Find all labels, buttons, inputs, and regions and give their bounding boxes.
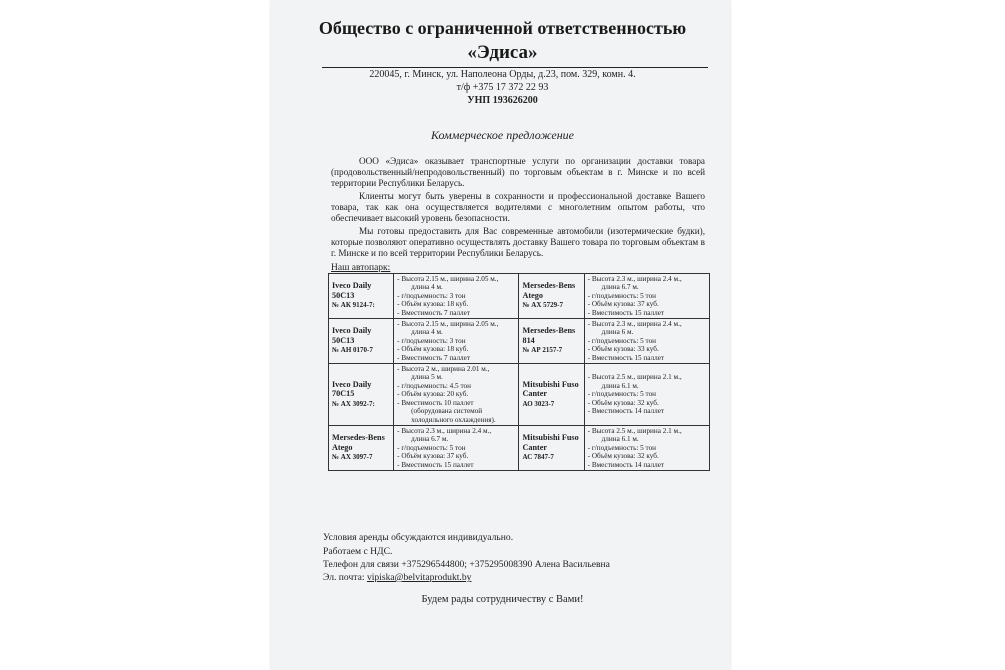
vehicle-spec-line: - г/подъемность: 5 тон (587, 443, 657, 452)
vehicle-plate: № АН 0170-7 (332, 346, 373, 355)
vehicle-name-cell (329, 364, 394, 426)
vehicle-spec-line: (оборудована системой (411, 407, 483, 416)
vehicle-specs-cell (394, 364, 519, 426)
fleet-row (329, 364, 710, 426)
company-phone: т/ф +375 17 372 22 93 (456, 82, 549, 93)
vehicle-spec-line: - Вместимость 10 паллет (397, 398, 474, 407)
vehicle-spec-line: - Объём кузова: 18 куб. (397, 300, 469, 309)
email-link[interactable]: vipiska@belvitaprodukt.by (366, 572, 472, 583)
vat-note: Работаем с НДС. (323, 546, 393, 557)
vehicle-spec-line: длина 6.7 м. (411, 435, 449, 444)
vehicle-spec-line: длина 6.7 м. (601, 283, 639, 292)
vehicle-spec-line: - Объём кузова: 37 куб. (397, 452, 469, 461)
vehicle-spec-line: длина 6 м. (601, 328, 634, 337)
vehicle-spec-line: - Объём кузова: 37 куб. (587, 300, 659, 309)
vehicle-spec-line: - Вместимость 7 паллет (397, 353, 470, 362)
vehicle-spec-line: длина 5 м. (411, 373, 443, 382)
closing-line: Будем рады сотрудничеству с Вами! (421, 594, 584, 605)
contact-phone: Телефон для связи +375296544800; +375295008390 Алена Васильевна (323, 559, 610, 570)
vehicle-name-cell (329, 274, 394, 319)
offer-title: Коммерческое предложение (430, 128, 575, 142)
vehicle-spec-line: - Вместимость 14 паллет (587, 407, 665, 416)
vehicle-spec-line: - г/подъемность: 5 тон (587, 291, 657, 300)
vehicle-name-cell (519, 274, 584, 319)
vehicle-spec-line: длина 6.1 м. (601, 381, 639, 390)
vehicle-specs-cell (394, 319, 519, 364)
fleet-row (329, 319, 710, 364)
vehicle-spec-line: - Вместимость 14 паллет (587, 460, 665, 469)
vehicle-specs-cell (394, 425, 519, 470)
vehicle-spec-line: - г/подъемность: 5 тон (397, 443, 466, 452)
vehicle-spec-line: - г/подъемность: 3 тон (397, 291, 466, 300)
vehicle-spec-line: - Высота 2.3 м., ширина 2.4 м., (587, 275, 682, 283)
vehicle-model: Mersedes-Bens Atego (522, 281, 576, 300)
vehicle-spec-line: - Высота 2.3 м., ширина 2.4 м., (587, 320, 682, 329)
vehicle-model: Mersedes-Bens 814 (522, 326, 576, 345)
vehicle-spec-line: - Высота 2.5 м., ширина 2.1 м., (587, 426, 682, 435)
vehicle-plate: № АР 2157-7 (522, 346, 563, 355)
vehicle-spec-line: - Объём кузова: 32 куб. (587, 452, 659, 461)
vehicle-spec-line: - Вместимость 15 паллет (587, 353, 665, 362)
company-unp: УНП 193626200 (467, 95, 538, 106)
vehicle-spec-line: - Объём кузова: 18 куб. (397, 345, 469, 354)
vehicle-plate: АО 3023-7 (522, 399, 555, 408)
vehicle-spec-line: - Объём кузова: 32 куб. (587, 398, 659, 407)
vehicle-specs-cell (584, 274, 709, 319)
vehicle-spec-line: - Высота 2 м., ширина 2.01 м., (397, 365, 490, 374)
vehicle-plate: № АК 9124-7: (332, 301, 375, 310)
vehicle-specs-cell (584, 319, 709, 364)
vehicle-model: Mitsubishi Fuso Canter (522, 433, 579, 452)
contact-email-line (323, 572, 471, 583)
vehicle-spec-line: - Вместимость 15 паллет (397, 460, 474, 469)
vehicle-spec-line: - Высота 2.5 м., ширина 2.1 м., (587, 373, 682, 382)
vehicle-spec-line: - г/подъемность: 4.5 тон (397, 381, 471, 390)
vehicle-model: Mersedes-Bens Atego (332, 433, 385, 452)
vehicle-spec-line: - Высота 2.15 м., ширина 2.05 м., (397, 320, 499, 329)
vehicle-name-cell (519, 364, 584, 426)
vehicle-spec-line: - г/подъемность: 3 тон (397, 336, 466, 345)
fleet-label: Наш автопарк: (331, 263, 391, 273)
vehicle-spec-line: холодильного охлаждения). (411, 415, 496, 424)
vehicle-spec-line: - Высота 2.15 м., ширина 2.05 м., (397, 275, 499, 283)
fleet-row (329, 274, 710, 319)
vehicle-name-cell (519, 425, 584, 470)
vehicle-model: Iveco Daily 70C15 (332, 379, 372, 399)
vehicle-specs-cell (584, 425, 709, 470)
vehicle-spec-line: - Высота 2.3 м., ширина 2.4 м., (397, 426, 492, 435)
vehicle-spec-line: длина 6.1 м. (601, 435, 639, 444)
company-address: 220045, г. Минск, ул. Наполеона Орды, д.23, пом. 329, комн. 4. (369, 69, 636, 80)
vehicle-plate: № АХ 3097-7 (332, 453, 373, 462)
fleet-row (329, 425, 710, 470)
header-divider (322, 67, 708, 68)
vehicle-spec-line: - г/подъемность: 5 тон (587, 336, 657, 345)
vehicle-spec-line: - Вместимость 15 паллет (587, 308, 665, 317)
rental-terms: Условия аренды обсуждаются индивидуально. (323, 532, 514, 543)
vehicle-spec-line: длина 4 м. (411, 328, 443, 337)
vehicle-model: Iveco Daily 50C13 (332, 326, 372, 345)
company-name-line2: «Эдиса» (467, 42, 538, 63)
vehicle-spec-line: - Объём кузова: 20 куб. (397, 390, 469, 399)
intro-paragraph-3: Мы готовы предоставить для Вас современные автомобили (изотермические будки), которые позволяют оперативно осуществлять доставку Вашего товара по торговым объектам в г. Минске и по всей территории Республики Беларусь. (331, 226, 705, 259)
vehicle-plate: № АХ 3092-7: (332, 399, 375, 408)
vehicle-plate: № АХ 5729-7 (522, 301, 563, 310)
fleet-table (328, 273, 710, 471)
email-label: Эл. почта: (323, 572, 367, 583)
vehicle-spec-line: - Вместимость 7 паллет (397, 308, 470, 317)
vehicle-spec-line: длина 4 м. (411, 283, 443, 292)
vehicle-model: Mitsubishi Fuso Canter (522, 379, 579, 399)
vehicle-name-cell (329, 319, 394, 364)
vehicle-specs-cell (584, 364, 709, 426)
vehicle-spec-line: - Объём кузова: 33 куб. (587, 345, 659, 354)
vehicle-specs-cell (394, 274, 519, 319)
vehicle-name-cell (329, 425, 394, 470)
intro-paragraph-2: Клиенты могут быть уверены в сохранности и профессиональной доставке Вашего товара, так как она осуществляется водителями с многолетним опытом работы, что обеспечивает высокий уровень безопасности. (331, 191, 705, 224)
vehicle-name-cell (519, 319, 584, 364)
company-name-line1: Общество с ограниченной ответственностью (318, 18, 687, 38)
vehicle-plate: АС 7847-7 (522, 453, 554, 462)
intro-paragraph-1: ООО «Эдиса» оказывает транспортные услуги по организации доставки товара (продовольственный/непродовольственный) по торговым объектам в г. Минске и по всей территории Республики Беларусь. (331, 156, 705, 189)
vehicle-spec-line: - г/подъемность: 5 тон (587, 390, 657, 399)
vehicle-model: Iveco Daily 50C13 (332, 281, 372, 300)
